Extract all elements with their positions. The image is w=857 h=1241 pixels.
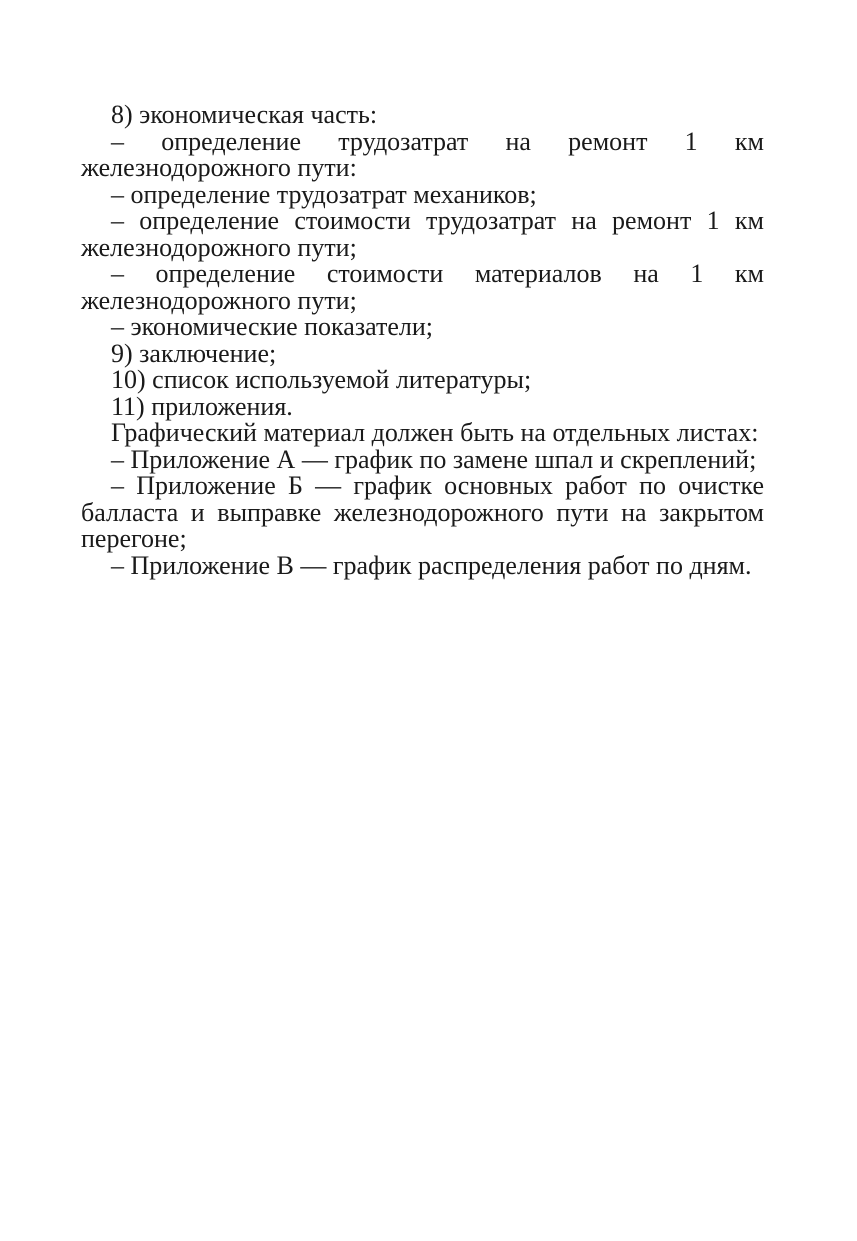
paragraph: 11) приложения.: [111, 391, 293, 421]
paragraph: 10) список используемой литературы;: [111, 365, 532, 394]
paragraph: – Приложение Б — график основных работ по очистке балласта и выправке железнодорожного пути на закрытом перегоне;: [81, 471, 764, 553]
paragraph: 9) заключение;: [111, 338, 277, 368]
text-block: [81, 102, 764, 579]
paragraph: – Приложение В — график распределения работ по дням.: [111, 550, 752, 580]
paragraph: – определение трудозатрат на ремонт 1 км железнодорожного пути:: [81, 126, 764, 182]
paragraph: – определение стоимости материалов на 1 км железнодорожного пути;: [81, 259, 764, 315]
paragraph: 8) экономическая часть:: [111, 100, 378, 129]
paragraph: – Приложение А — график по замене шпал и скреплений;: [111, 444, 757, 474]
paragraph: – определение трудозатрат механиков;: [111, 179, 537, 209]
paragraph: – экономические показатели;: [111, 312, 433, 341]
paragraph: – определение стоимости трудозатрат на ремонт 1 км железнодорожного пути;: [81, 206, 764, 262]
paragraph: Графический материал должен быть на отдельных листах:: [111, 418, 759, 447]
